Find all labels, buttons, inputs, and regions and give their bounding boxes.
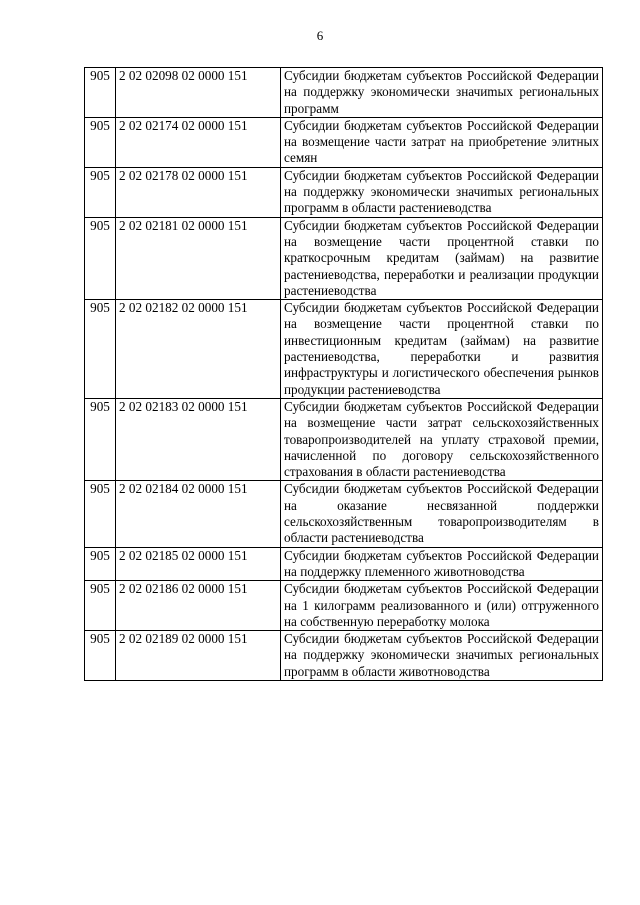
admin-code-cell: 905 xyxy=(85,68,116,118)
classification-code-cell: 2 02 02184 02 0000 151 xyxy=(116,481,281,547)
admin-code-cell: 905 xyxy=(85,547,116,581)
income-name-cell: Субсидии бюджетам субъектов Российской Федерации на поддержку экономически значиmых региональных программ в области животноводства xyxy=(281,631,603,681)
admin-code-cell: 905 xyxy=(85,481,116,547)
page-number: 6 xyxy=(316,28,324,43)
income-name-cell: Субсидии бюджетам субъектов Российской Федерации на оказание несвязанной поддержки сельскохозяйственным товаропроизводителям в области растениеводства xyxy=(281,481,603,547)
table-row xyxy=(85,398,603,480)
income-name-cell: Субсидии бюджетам субъектов Российской Федерации на возмещение части затрат сельскохозяйственных товаропроизводителей на уплату страховой премии, начисленной по договору сельскохозяйственного страхования в области растениеводства xyxy=(281,398,603,480)
income-name-cell: Субсидии бюджетам субъектов Российской Федерации на 1 килограмм реализованного и (или) отгруженного на собственную переработку молока xyxy=(281,581,603,631)
classification-code-cell: 2 02 02182 02 0000 151 xyxy=(116,300,281,399)
classification-code-cell: 2 02 02178 02 0000 151 xyxy=(116,167,281,217)
admin-code-cell: 905 xyxy=(85,117,116,167)
admin-code-cell: 905 xyxy=(85,581,116,631)
classification-code-cell: 2 02 02185 02 0000 151 xyxy=(116,547,281,581)
admin-code-cell: 905 xyxy=(85,631,116,681)
table-row xyxy=(85,481,603,547)
admin-code-cell: 905 xyxy=(85,217,116,299)
income-name-cell: Субсидии бюджетам субъектов Российской Федерации на возмещение части процентной ставки по инвестиционным кредитам (займам) на развитие растениеводства, переработки и развития инфраструктуры и логистического обеспечения рынков продукции растениеводства xyxy=(281,300,603,399)
classification-code-cell: 2 02 02181 02 0000 151 xyxy=(116,217,281,299)
table-row xyxy=(85,300,603,399)
classification-code-cell: 2 02 02098 02 0000 151 xyxy=(116,68,281,118)
table-row xyxy=(85,631,603,681)
income-name-cell: Субсидии бюджетам субъектов Российской Федерации на возмещение части затрат на приобретение элитных семян xyxy=(281,117,603,167)
table-row xyxy=(85,117,603,167)
table-row xyxy=(85,547,603,581)
classification-code-cell: 2 02 02189 02 0000 151 xyxy=(116,631,281,681)
table-row xyxy=(85,68,603,118)
table-row xyxy=(85,581,603,631)
table-row xyxy=(85,167,603,217)
admin-code-cell: 905 xyxy=(85,167,116,217)
admin-code-cell: 905 xyxy=(85,300,116,399)
table-row xyxy=(85,217,603,299)
classification-code-cell: 2 02 02174 02 0000 151 xyxy=(116,117,281,167)
income-name-cell: Субсидии бюджетам субъектов Российской Федерации на возмещение части процентной ставки по краткосрочным кредитам (займам) на развитие растениеводства, переработки и реализации продукции растениеводства xyxy=(281,217,603,299)
income-name-cell: Субсидии бюджетам субъектов Российской Федерации на поддержку племенного животноводства xyxy=(281,547,603,581)
classification-code-cell: 2 02 02186 02 0000 151 xyxy=(116,581,281,631)
income-name-cell: Субсидии бюджетам субъектов Российской Федерации на поддержку экономически значиmых региональных программ xyxy=(281,68,603,118)
classification-code-cell: 2 02 02183 02 0000 151 xyxy=(116,398,281,480)
admin-code-cell: 905 xyxy=(85,398,116,480)
income-name-cell: Субсидии бюджетам субъектов Российской Федерации на поддержку экономически значиmых региональных программ в области растениеводства xyxy=(281,167,603,217)
budget-codes-table xyxy=(84,67,603,681)
